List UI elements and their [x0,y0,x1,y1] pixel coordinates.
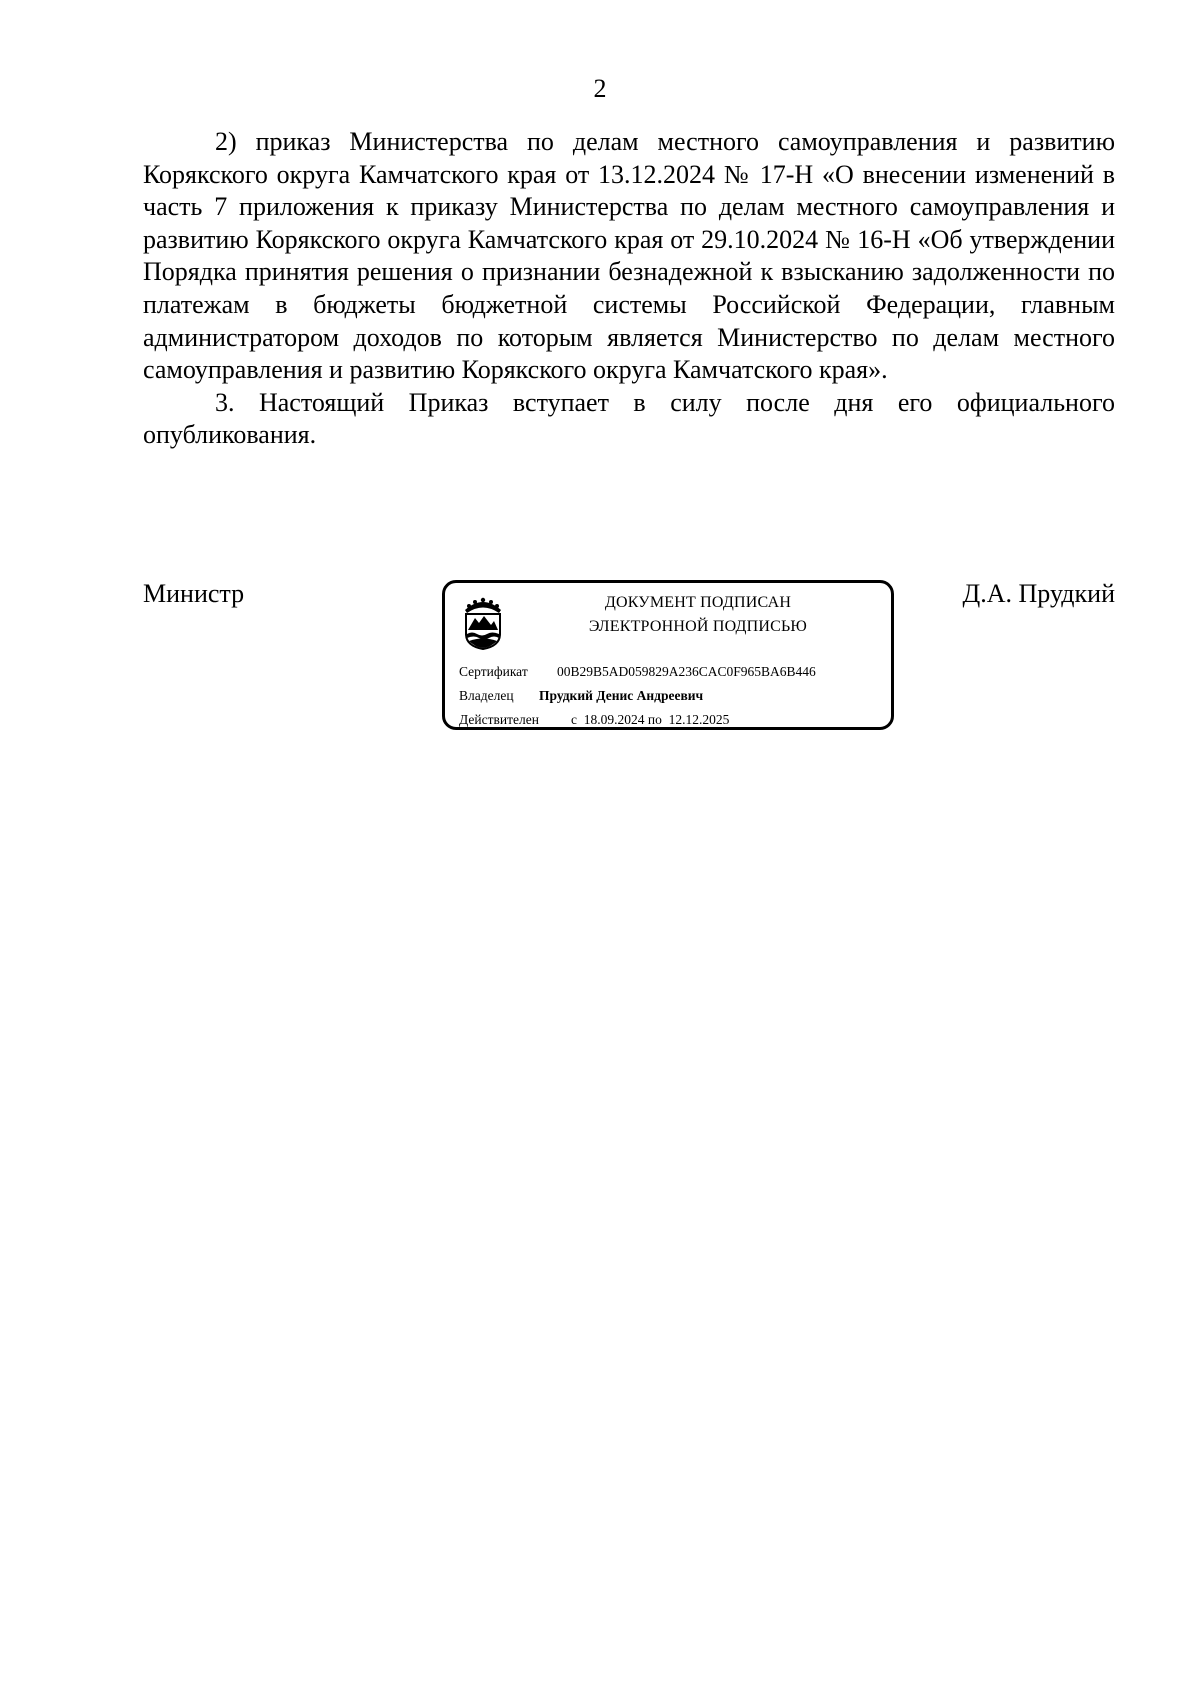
certificate-value: 00B29B5AD059829A236CAC0F965BA6B446 [557,664,816,679]
stamp-details [459,660,816,732]
signer-position: Министр [143,579,245,608]
electronic-signature-stamp [442,580,894,730]
stamp-owner-row [459,684,816,708]
stamp-validity-row [459,708,816,732]
owner-value: Прудкий Денис Андреевич [539,688,704,703]
signature-block [143,578,1115,738]
page-number: 2 [593,74,607,103]
stamp-certificate-row [459,660,816,684]
paragraph-item-3: 3. Настоящий Приказ вступает в силу после дня его официального опубликования. [143,387,1115,450]
validity-value: с 18.09.2024 по 12.12.2025 [571,712,730,727]
owner-label: Владелец [459,688,514,703]
certificate-label: Сертификат [459,664,528,679]
paragraph-item-2: 2) приказ Министерства по делам местного самоуправления и развитию Корякского округа Камчатского края от 13.12.2024 № 17-Н «О внесении изменений в часть 7 приложения к приказу Министерства по делам местного самоуправления и развитию Корякского округа Камчатского края от 29.10.2024 № 16-Н «Об утверждении Порядка принятия решения о признании безнадежной к взысканию задолженности по платежам в бюджеты бюджетной системы Российской Федерации, главным администратором доходов по которым является Министерство по делам местного самоуправления и развитию Корякского округа Камчатского края». [143,127,1115,385]
stamp-heading-line-1: ДОКУМЕНТ ПОДПИСАН [604,594,792,611]
kamchatka-coat-of-arms-icon [461,596,505,650]
validity-label: Действителен [459,712,539,727]
signer-name: Д.А. Прудкий [962,579,1115,608]
stamp-heading [515,591,881,639]
document-body [143,126,1115,452]
stamp-heading-line-2: ЭЛЕКТРОННОЙ ПОДПИСЬЮ [588,618,808,635]
